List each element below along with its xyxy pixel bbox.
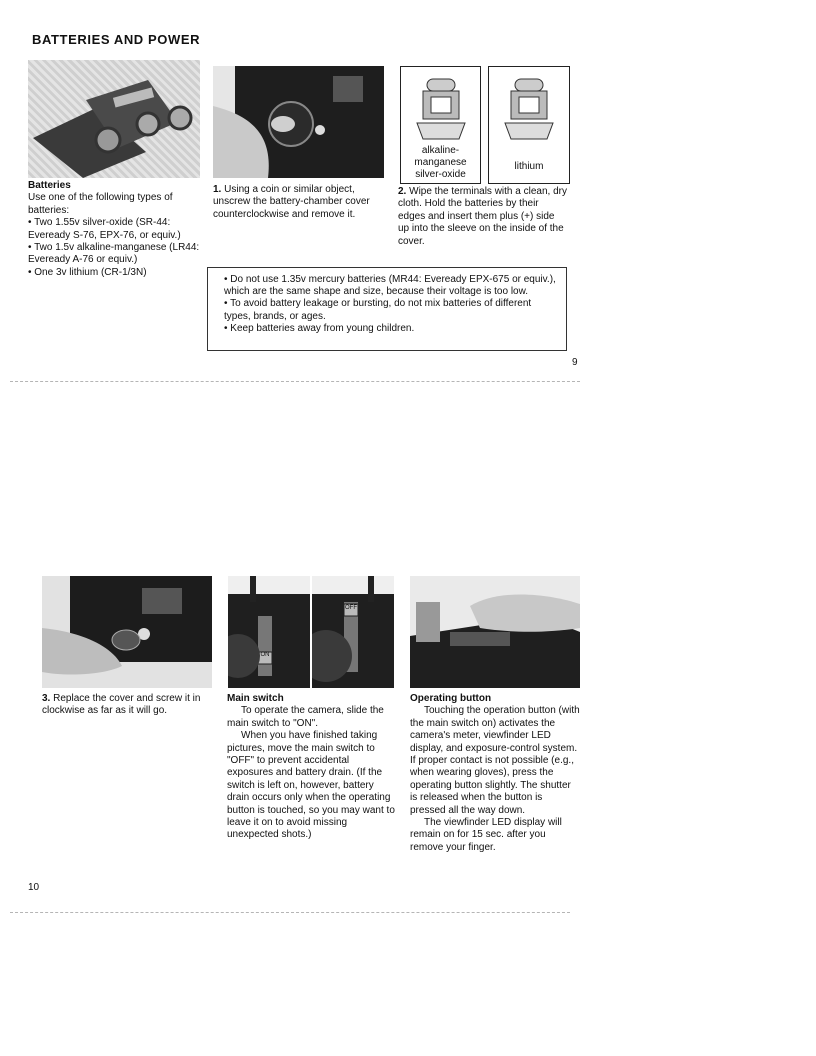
page-number-bottom: 10: [28, 882, 40, 893]
step-2-text: Wipe the terminals with a clean, dry cloth. Hold the batteries by their edges and insert them plus (+) side up into the sleeve on the inside of the cover.: [398, 186, 567, 247]
main-switch-off-photo: [228, 576, 310, 688]
battery-type-item: • Two 1.5v alkaline-manganese (LR44: Eveready A-76 or equiv.): [28, 242, 200, 266]
step-1-text: Using a coin or similar object, unscrew the battery-chamber cover counterclockwise and remove it.: [213, 184, 370, 220]
step-2-number: 2.: [398, 186, 407, 197]
operating-button-section: [410, 693, 580, 854]
operating-button-paragraph: The viewfinder LED display will remain on for 15 sec. after you remove your finger.: [410, 817, 562, 853]
alkaline-label: alkaline- manganese: [414, 145, 467, 169]
silver-oxide-label: silver-oxide: [415, 169, 466, 180]
replace-cover-photo: [42, 576, 212, 688]
warning-item: • Do not use 1.35v mercury batteries (MR44: Eveready EPX-675 or equiv.), which are the same shape and size, because their voltage is too low.: [224, 274, 556, 298]
operating-button-heading: Operating button: [410, 693, 492, 704]
battery-type-item: • One 3v lithium (CR-1/3N): [28, 266, 147, 278]
step-1: [213, 184, 385, 221]
main-switch-section: [227, 693, 395, 842]
step-3-number: 3.: [42, 693, 51, 704]
step-3-text: Replace the cover and screw it in clockwise as far as it will go.: [42, 693, 201, 717]
main-switch-heading: Main switch: [227, 693, 284, 704]
step-1-number: 1.: [213, 184, 222, 195]
step-2: [398, 186, 568, 248]
page-divider: [10, 381, 580, 382]
switch-off-label: OFF: [345, 605, 357, 611]
switch-on-label: ON: [260, 652, 270, 658]
page-number-top: 9: [572, 357, 578, 368]
main-switch-paragraph: To operate the camera, slide the main switch to "ON".: [227, 705, 384, 729]
page-title: BATTERIES AND POWER: [32, 32, 201, 47]
unscrew-cover-photo: [213, 66, 384, 178]
batteries-intro: Use one of the following types of batteries:: [28, 192, 173, 216]
batteries-heading: Batteries: [28, 180, 71, 191]
operating-button-photo: [410, 576, 580, 688]
warning-item: • To avoid battery leakage or bursting, do not mix batteries of different types, brands, or ages.: [224, 298, 532, 322]
battery-type-item: • Two 1.55v silver-oxide (SR-44: Eveready S-76, EPX-76, or equiv.): [28, 217, 181, 241]
page-divider: [10, 912, 570, 913]
operating-button-paragraph: Touching the operation button (with the main switch on) activates the camera's meter, viewfinder LED display, and exposure-control system. If proper contact is not possible (e.g., when wearing gloves), press the operating button slightly. The shutter is released when the button is pressed all the way down.: [410, 705, 580, 816]
main-switch-on-photo: [312, 576, 394, 688]
warning-box: [207, 267, 567, 351]
batteries-photo: [28, 60, 200, 178]
batteries-section: [28, 180, 200, 279]
main-switch-paragraph: When you have finished taking pictures, move the main switch to "OFF" to prevent accidental exposures and battery drain. (If the switch is left on, however, battery drain occurs only when the operating button is touched, so you may want to leave it on to avoid missing unexpected shots.): [227, 730, 395, 841]
step-3: [42, 693, 214, 718]
warning-item: • Keep batteries away from young children.: [224, 322, 415, 334]
lithium-battery-frame: [488, 66, 570, 184]
alkaline-battery-frame: [400, 66, 481, 184]
lithium-label: lithium: [514, 161, 544, 172]
